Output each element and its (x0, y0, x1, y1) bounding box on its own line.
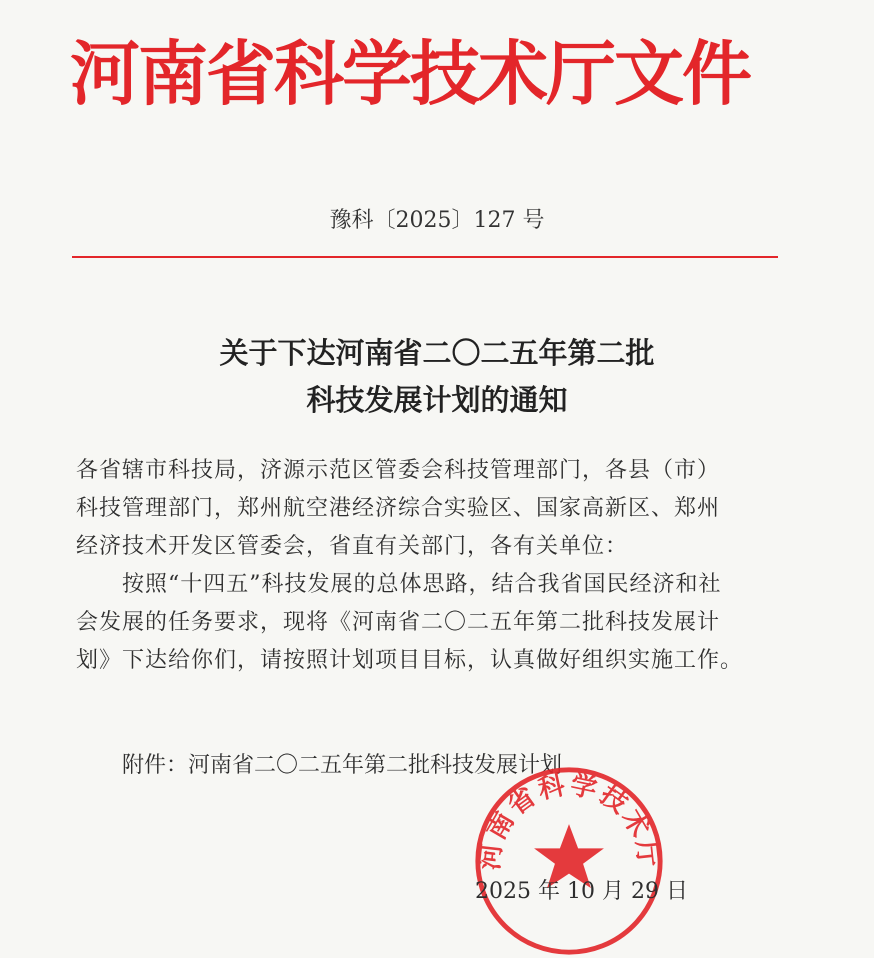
notice-title-line-2: 科技发展计划的通知 (306, 383, 568, 417)
document-number: 豫科〔2025〕127 号 (329, 208, 545, 233)
body-paragraph-line: 会发展的任务要求，现将《河南省二〇二五年第二批科技发展计 (76, 610, 721, 635)
recipients-line: 经济技术开发区管委会，省直有关部门，各有关单位： (76, 534, 629, 559)
body-paragraph-line: 划》下达给你们，请按照计划项目目标，认真做好组织实施工作。 (76, 648, 744, 673)
attachment-line: 附件：河南省二〇二五年第二批科技发展计划 (122, 753, 563, 778)
seal-text: 河南省科学技术厅 (475, 770, 663, 872)
recipients-line: 各省辖市科技局，济源示范区管委会科技管理部门，各县（市） (76, 458, 721, 483)
official-seal (472, 764, 666, 958)
header-red-rule (72, 256, 778, 258)
notice-title-line-1: 关于下达河南省二〇二五年第二批 (219, 336, 655, 370)
notice-body (76, 452, 796, 680)
notice-title (0, 330, 874, 424)
body-paragraph-line: 按照“十四五”科技发展的总体思路，结合我省国民经济和社 (122, 572, 722, 597)
recipients-line: 科技管理部门，郑州航空港经济综合实验区、国家高新区、郑州 (76, 496, 721, 521)
document-header-title: 河南省科学技术厅文件 (70, 33, 750, 115)
issue-date: 2025 年 10 月 29 日 (475, 879, 688, 904)
